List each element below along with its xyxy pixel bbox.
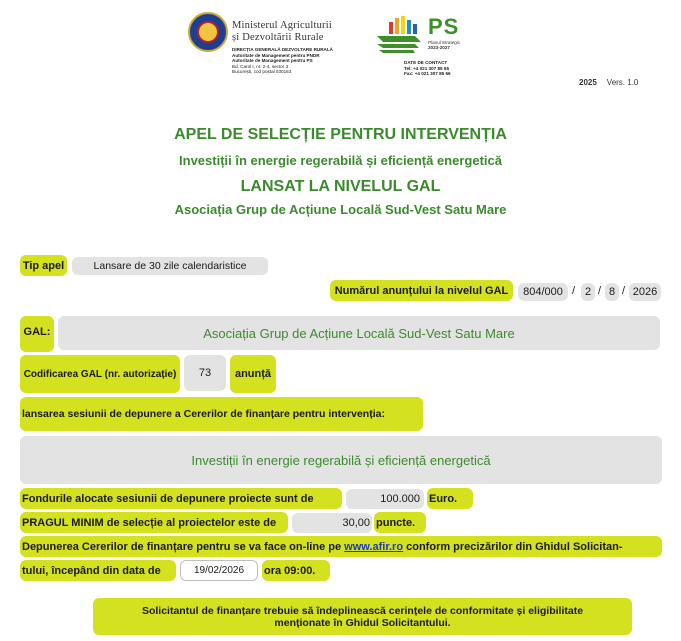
ministry-name-line2: și Dezvoltării Rurale <box>232 32 324 43</box>
interventie-value[interactable]: Investiții în energie regerabilă și eficiență energetică <box>20 436 662 484</box>
tip-apel-value[interactable]: Lansare de 30 zile calendaristice <box>72 257 268 275</box>
call-title: APEL DE SELECȚIE PENTRU INTERVENȚIA <box>174 126 507 143</box>
numar-anunt-part-3[interactable]: 8 <box>605 283 619 301</box>
gal-label: GAL: <box>20 316 54 352</box>
codificare-label: Codificarea GAL (nr. autorizație) <box>20 355 180 393</box>
numar-separator: / <box>622 285 626 297</box>
intervention-subtitle: Investiții în energie regerabilă și eficiență energetică <box>179 153 502 168</box>
contact-details: DATE DE CONTACT Tel: +4 021 307 85 65 Fax: +4 021 307 85 66 <box>404 60 451 77</box>
ps-logo-text: PS <box>428 14 460 39</box>
version-info: 2025 Vers. 1.0 <box>579 78 639 87</box>
tip-apel-label: Tip apel <box>20 255 67 276</box>
depunere-text: Depunerea Cererilor de finanțare pentru se va face on-line pe www.afir.ro conform precizărilor din Ghidul Solicitan- <box>20 536 662 557</box>
prag-label: PRAGUL MINIM de selecție al proiectelor este de <box>20 512 288 533</box>
anunta-label: anunță <box>230 355 276 393</box>
fonduri-label: Fondurile alocate sesiunii de depunere proiecte sunt de <box>20 488 342 509</box>
ps-logo-subtitle: Planul Strategic 2023-2027 <box>428 40 461 51</box>
fonduri-value[interactable]: 100.000 <box>346 489 424 509</box>
numar-anunt-part-2[interactable]: 2 <box>581 283 595 301</box>
ps-logo-icon <box>375 14 423 56</box>
afir-link[interactable]: www.afir.ro <box>344 540 404 553</box>
ministry-details: DIRECȚIA GENERALĂ DEZVOLTARE RURALĂ Autoritate de Management pentru PNDR Autoritate de Management pentru PS Bd. Carol I, nr. 2-4, sector 3 București, cod poștal 030163 <box>232 47 333 75</box>
fonduri-unit: Euro. <box>427 488 473 509</box>
gal-name-title: Asociația Grup de Acțiune Locală Sud-Vest Satu Mare <box>174 202 507 217</box>
codificare-value[interactable]: 73 <box>184 355 226 391</box>
launch-level-title: LANSAT LA NIVELUL GAL <box>240 178 441 195</box>
ministry-seal-icon <box>188 12 228 52</box>
gal-value[interactable]: Asociația Grup de Acțiune Locală Sud-Vest Satu Mare <box>58 316 660 350</box>
eligibility-note: Solicitantul de finanțare trebuie să îndeplinească cerințele de conformitate și eligibilitate menționate în Ghidul Solicitantului. <box>93 598 632 635</box>
ministry-name-line1: Ministerul Agriculturii <box>232 20 332 31</box>
lansarea-text: lansarea sesiunii de depunere a Cererilor de finanțare pentru intervenția: <box>20 397 423 431</box>
prag-unit: puncte. <box>374 512 426 533</box>
numar-anunt-part-1[interactable]: 804/000 <box>518 283 568 301</box>
prag-value[interactable]: 30,00 <box>292 513 372 533</box>
data-start-input[interactable]: 19/02/2026 <box>180 560 258 581</box>
depunere-text-line2: tului, începând din data de <box>20 560 176 581</box>
numar-separator: / <box>598 285 602 297</box>
numar-anunt-part-4[interactable]: 2026 <box>629 283 661 301</box>
ora-text: ora 09:00. <box>262 560 330 581</box>
numar-anunt-label: Numărul anunțului la nivelul GAL <box>330 280 513 301</box>
numar-separator: / <box>572 285 576 297</box>
